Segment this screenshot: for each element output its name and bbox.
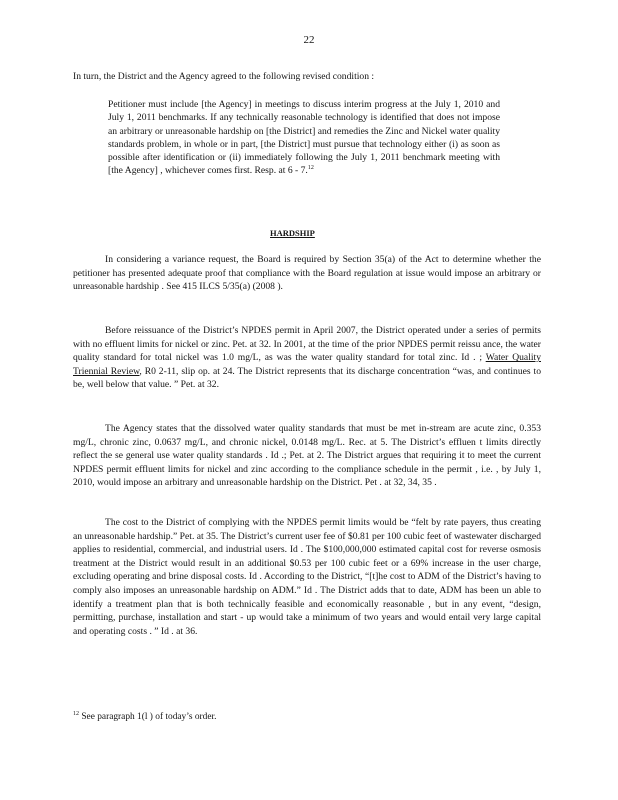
page-number: 22: [303, 34, 315, 46]
body-paragraph-2: [73, 324, 541, 392]
body-paragraph-2-text-a: Before reissuance of the District’s NPDES permit in April 2007, the District operated under a series of permits with no effluent limits for nickel or zinc. Pet. at 32. In 2001, at the time of the prior NPDES permit reissu ance, the water quality standard for total nickel was 1.0 mg/L, as was the water quality standard for total zinc. Id . ;: [73, 325, 541, 364]
body-paragraph-2-text-b: , R0 2-11, slip op. at 24. The District represents that its discharge concentration “was, and continues to be, well below that value. ” Pet. at 32.: [73, 365, 541, 391]
footnote-text: See paragraph 1(l ) of today’s order.: [81, 712, 217, 722]
footnote: [73, 711, 541, 725]
section-heading: HARDSHIP: [270, 228, 315, 238]
block-quote: [108, 98, 500, 178]
footnote-number: 12: [73, 710, 79, 717]
intro-paragraph: In turn, the District and the Agency agreed to the following revised condition :: [73, 71, 375, 82]
citation-title: Water Quality Triennial Review: [73, 352, 541, 377]
footnote-ref: 12: [307, 165, 314, 172]
body-paragraph-3: The Agency states that the dissolved water quality standards that must be met in-stream are acute zinc, 0.353 mg/L, chronic zinc, 0.0637 mg/L, and chronic nickel, 0.0148 mg/L. Rec. at 5. The District’s effluen t limits directly reflect the se general use water quality standards . Id .; Pet. at 2. The District argues that requiring it to meet the current NPDES permit effluent limits for nickel and zinc according to the compliance schedule in the permit , i.e. , by July 1, 2010, would impose an arbitrary and unreasonable hardship on the District. Pet . at 32, 34, 35 .: [73, 423, 541, 489]
quote-text: Petitioner must include [the Agency] in meetings to discuss interim progress at the July 1, 2010 and July 1, 2011 benchmarks. If any technically reasonable technology is identified that does not impose an arbitrary or unreasonable hardship on [the District] and remedies the Zinc and Nickel water quality standards problem, in whole or in part, [the District] must pursue that technology either (i) as soon as possible after identification or (ii) immediately following the July 1, 2011 benchmark meeting with [the Agency] , whichever comes first. Resp. at 6 - 7.: [108, 99, 500, 177]
body-paragraph-4: The cost to the District of complying with the NPDES permit limits would be “felt by rate payers, thus creating an unreasonable hardship.” Pet. at 35. The District’s current user fee of $0.81 per 100 cubic feet of wastewater discharged applies to residential, commercial, and industrial users. Id . The $100,000,000 estimated capital cost for reverse osmosis treatment at the District would result in an additional $0.53 per 100 cubic feet or a 69% increase in the user charge, excluding operating and brine disposal costs. Id . According to the District, “[t]he cost to ADM of the District’s having to comply also imposes an unreasonable hardship on ADM.” Id . The District adds that to date, ADM has been un able to identify a treatment plan that is both technically feasible and economically reasonable , but in any event, “design, permitting, purchase, installation and start - up would take a minimum of two years and would entail very large capital and operating costs . ” Id . at 36.: [73, 517, 541, 637]
body-paragraph-1: In considering a variance request, the Board is required by Section 35(a) of the Act to determine whether the petitioner has presented adequate proof that compliance with the Board regulation at issue would impose an arbitrary or unreasonable hardship . See 415 ILCS 5/35(a) (2008 ).: [73, 254, 541, 293]
